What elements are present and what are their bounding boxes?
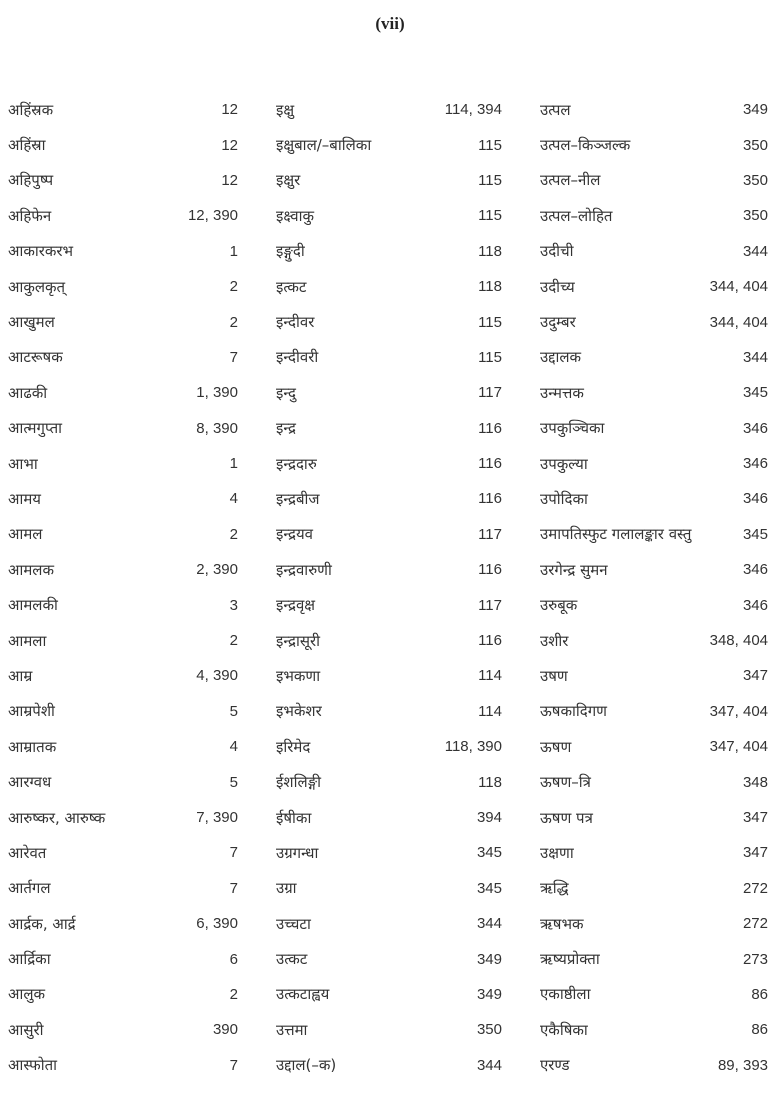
index-term: उपकुञ्चिका [540, 419, 605, 438]
index-term: उमापतिस्फुट गलालङ्कार वस्तु [540, 525, 692, 544]
index-entry [276, 127, 502, 162]
page-references: 114 [478, 702, 502, 720]
page-references: 116 [478, 455, 502, 473]
index-entry [276, 375, 502, 410]
page-references: 348, 404 [709, 632, 768, 650]
index-entry [8, 127, 238, 162]
page-references: 114 [478, 667, 502, 685]
index-term: अहिपुष्प [8, 171, 54, 190]
index-term: आर्तगल [8, 879, 51, 898]
index-term: उशीर [540, 631, 569, 650]
page-references: 345 [476, 844, 502, 862]
index-entry [8, 446, 238, 481]
index-term: इत्कट [276, 277, 307, 296]
page-references: 394 [476, 809, 502, 826]
index-entry [8, 729, 238, 764]
page-references: 5 [229, 773, 238, 791]
index-term: एकाष्ठीला [540, 985, 591, 1004]
index-entry [8, 411, 238, 446]
page-references: 1 [229, 455, 238, 473]
index-column-1 [8, 92, 238, 1083]
index-term: इन्दीवर [276, 313, 315, 332]
index-entry [540, 694, 768, 729]
page-references: 116 [478, 561, 502, 579]
index-entry [8, 163, 238, 198]
index-entry [276, 729, 502, 764]
index-entry [8, 623, 238, 658]
page-references: 12, 390 [187, 207, 238, 225]
index-term: अहिंस्रक [8, 100, 54, 119]
page-references: 89, 393 [717, 1056, 768, 1074]
page-references: 86 [751, 1021, 768, 1039]
index-term: इक्षु [276, 100, 295, 119]
index-term: उदुम्बर [540, 313, 576, 332]
page-references: 5 [229, 702, 238, 720]
page-references: 4 [229, 738, 238, 756]
page-references: 345 [742, 384, 768, 402]
index-entry [276, 1048, 502, 1083]
index-term: इक्षुबाल/–बालिका [276, 136, 372, 155]
page-references: 3 [229, 596, 238, 614]
index-term: उत्पल–किञ्जल्क [540, 136, 631, 155]
page-references: 347 [742, 844, 768, 862]
page-references: 344, 404 [709, 278, 768, 296]
page-references: 346 [742, 596, 768, 614]
index-entry [276, 411, 502, 446]
index-entry [276, 92, 502, 127]
page-references: 7 [229, 844, 238, 862]
page-references: 344 [742, 348, 768, 366]
index-term: उद्दालक [540, 348, 582, 367]
index-term: आरुष्कर, आरुष्क [8, 808, 106, 827]
index-term: इक्षुर [276, 171, 301, 190]
index-term: उरुबूक [540, 596, 578, 615]
index-entry [276, 835, 502, 870]
page-number: (vii) [375, 14, 405, 33]
index-term: उच्चटा [276, 914, 311, 933]
index-term: ईषीका [276, 808, 312, 827]
index-term: उत्तमा [276, 1020, 308, 1039]
index-entry [540, 446, 768, 481]
page-references: 12 [221, 101, 238, 119]
index-term: इङ्गुदी [276, 242, 305, 261]
page-references: 345 [476, 879, 502, 897]
page-references: 346 [742, 455, 768, 473]
page-references: 118 [478, 278, 502, 296]
page-references: 273 [742, 950, 768, 968]
index-entry [8, 764, 238, 799]
index-entry [540, 552, 768, 587]
page-references: 350 [742, 207, 768, 225]
index-term: आर्द्रिका [8, 950, 51, 969]
page-references: 350 [742, 136, 768, 154]
index-entry [8, 92, 238, 127]
index-term: उत्कट [276, 950, 308, 969]
index-term: इन्द्रदारु [276, 454, 317, 473]
index-term: आम्रातक [8, 737, 57, 756]
index-term: आम्र [8, 666, 33, 685]
index-entry [540, 658, 768, 693]
page-references: 349 [476, 985, 502, 1003]
index-entry [8, 1012, 238, 1047]
index-entry [276, 623, 502, 658]
index-entry [540, 1012, 768, 1047]
page-references: 115 [478, 348, 502, 366]
index-entry [540, 977, 768, 1012]
index-entry [276, 552, 502, 587]
index-term: इन्दीवरी [276, 348, 319, 367]
page-references: 344 [742, 242, 768, 260]
index-entry [540, 729, 768, 764]
page-references: 349 [742, 101, 768, 119]
index-entry [276, 1012, 502, 1047]
page-references: 349 [476, 950, 502, 968]
index-entry [540, 871, 768, 906]
index-entry [540, 304, 768, 339]
page-references: 115 [478, 313, 502, 331]
index-term: आत्मगुप्ता [8, 419, 63, 438]
index-term: आलुक [8, 985, 46, 1004]
index-entry [8, 658, 238, 693]
index-entry [8, 871, 238, 906]
index-term: इन्द्रयव [276, 525, 314, 544]
index-entry [8, 800, 238, 835]
page-references: 7 [229, 879, 238, 897]
index-term: आकुलकृत् [8, 277, 66, 296]
index-term: आरग्वध [8, 773, 52, 792]
page-references: 346 [742, 419, 768, 437]
index-entry [8, 1048, 238, 1083]
index-entry [540, 587, 768, 622]
page-references: 117 [478, 384, 502, 402]
index-term: इन्द्रासूरी [276, 631, 321, 650]
page-references: 86 [751, 985, 768, 1003]
page-references: 115 [478, 136, 502, 154]
index-term: इक्ष्वाकु [276, 206, 315, 225]
index-entry [540, 941, 768, 976]
page-references: 117 [478, 596, 502, 614]
page-references: 2 [229, 985, 238, 1003]
page-references: 8, 390 [196, 419, 238, 437]
index-column-2 [276, 92, 502, 1083]
page-references: 344 [476, 915, 502, 933]
page-references: 2 [229, 278, 238, 296]
page-references: 116 [478, 632, 502, 650]
index-entry [276, 269, 502, 304]
index-term: आटरूषक [8, 348, 63, 367]
page-references: 346 [742, 561, 768, 579]
index-term: उत्पल [540, 100, 571, 119]
page-references: 116 [478, 490, 502, 508]
index-entry [540, 481, 768, 516]
page-references: 116 [478, 419, 502, 437]
index-entry [540, 906, 768, 941]
index-entry [276, 304, 502, 339]
index-term: इभकणा [276, 666, 321, 685]
index-term: ऋद्धि [540, 879, 569, 898]
index-entry [276, 906, 502, 941]
index-term: ऊषण–त्रि [540, 773, 591, 792]
index-term: एकैषिका [540, 1020, 588, 1039]
index-term: उपकुल्या [540, 454, 588, 473]
index-term: आखुमल [8, 313, 55, 332]
page-references: 12 [221, 136, 238, 154]
index-entry [540, 1048, 768, 1083]
index-entry [8, 977, 238, 1012]
page-references: 114, 394 [444, 101, 502, 119]
index-term: आरेवत [8, 843, 47, 862]
index-term: एरण्ड [540, 1056, 570, 1075]
index-entry [540, 411, 768, 446]
index-entry [540, 517, 768, 552]
page-references: 350 [476, 1021, 502, 1039]
page-references: 346 [742, 490, 768, 508]
index-term: उत्पल–लोहित [540, 206, 613, 225]
index-entry [540, 163, 768, 198]
page-references: 12 [221, 171, 238, 189]
index-entry [8, 481, 238, 516]
index-entry [276, 517, 502, 552]
page-references: 118 [478, 242, 502, 260]
index-term: उद्दाल(–क) [276, 1056, 337, 1075]
page-references: 6 [229, 950, 238, 968]
index-term: इभकेशर [276, 702, 322, 721]
index-term: उदीची [540, 242, 574, 261]
index-entry [276, 234, 502, 269]
index-entry [8, 835, 238, 870]
index-term: उपोदिका [540, 489, 588, 508]
page-references: 118, 390 [444, 738, 502, 756]
index-term: ऊषण [540, 737, 572, 756]
index-entry [276, 764, 502, 799]
index-term: इन्दु [276, 383, 296, 402]
index-term: अहिफेन [8, 206, 52, 225]
index-entry [276, 694, 502, 729]
index-entry [8, 552, 238, 587]
index-entry [8, 234, 238, 269]
index-term: आस्फोता [8, 1056, 58, 1075]
index-entry [8, 941, 238, 976]
index-term: आकारकरभ [8, 242, 74, 261]
index-term: उदीच्य [540, 277, 575, 296]
index-entry [8, 906, 238, 941]
page-references: 347, 404 [709, 702, 768, 720]
index-entry [8, 517, 238, 552]
index-entry [276, 658, 502, 693]
index-entry [540, 269, 768, 304]
index-entry [276, 587, 502, 622]
index-term: इन्द्रवारुणी [276, 560, 332, 579]
page-references: 118 [478, 773, 502, 791]
index-term: उरगेन्द्र सुमन [540, 560, 608, 579]
index-term: आमला [8, 631, 47, 650]
index-entry [276, 977, 502, 1012]
index-term: इन्द्रवृक्ष [276, 596, 316, 615]
page-references: 7 [229, 348, 238, 366]
page-references: 6, 390 [196, 915, 238, 933]
index-term: ऋषभक [540, 914, 584, 933]
index-term: आम्रपेशी [8, 702, 55, 721]
page-references: 347 [742, 809, 768, 826]
index-entry [8, 198, 238, 233]
page-references: 390 [212, 1021, 238, 1039]
index-entry [8, 375, 238, 410]
index-entry [276, 871, 502, 906]
index-entry [276, 941, 502, 976]
page-references: 2, 390 [196, 561, 238, 579]
index-entry [540, 127, 768, 162]
index-term: उन्मत्तक [540, 383, 584, 402]
page-references: 4, 390 [196, 667, 238, 685]
index-entry [540, 835, 768, 870]
index-term: आसुरी [8, 1020, 44, 1039]
index-entry [8, 587, 238, 622]
index-entry [276, 198, 502, 233]
index-entry [540, 340, 768, 375]
page-references: 2 [229, 632, 238, 650]
index-entry [276, 800, 502, 835]
page-references: 272 [742, 915, 768, 933]
page-references: 344 [476, 1056, 502, 1074]
index-entry [540, 234, 768, 269]
index-entry [276, 163, 502, 198]
index-term: उग्रगन्धा [276, 843, 319, 862]
index-term: आमलक [8, 560, 54, 579]
index-term: उक्षणा [540, 843, 574, 862]
index-entry [540, 623, 768, 658]
index-term: आढकी [8, 383, 48, 402]
index-term: इरिमेद [276, 737, 311, 756]
page-references: 350 [742, 171, 768, 189]
index-term: ईशलिङ्गी [276, 773, 322, 792]
page-references: 344, 404 [709, 313, 768, 331]
page-references: 4 [229, 490, 238, 508]
index-entry [540, 198, 768, 233]
index-entry [540, 92, 768, 127]
index-term: आमलकी [8, 596, 58, 615]
index-term: ऋष्यप्रोक्ता [540, 950, 600, 969]
page-references: 2 [229, 525, 238, 543]
index-entry [540, 375, 768, 410]
index-term: ऊषण पत्र [540, 808, 593, 827]
index-entry [276, 340, 502, 375]
page-references: 347 [742, 667, 768, 685]
index-entry [276, 481, 502, 516]
page-references: 2 [229, 313, 238, 331]
index-term: उषण [540, 666, 568, 685]
index-term: उत्पल–नील [540, 171, 601, 190]
index-term: अहिंस्रा [8, 136, 46, 155]
page-references: 1 [229, 242, 238, 260]
index-term: उग्रा [276, 879, 297, 898]
index-term: आर्द्रक, आर्द्र [8, 914, 76, 933]
page-references: 1, 390 [196, 384, 238, 402]
index-column-3 [540, 92, 768, 1083]
index-entry [540, 764, 768, 799]
page-references: 115 [478, 207, 502, 225]
index-entry [8, 340, 238, 375]
page-references: 348 [742, 773, 768, 791]
index-term: आमल [8, 525, 43, 544]
index-term: इन्द्र [276, 419, 296, 438]
page-references: 7 [229, 1056, 238, 1074]
page-references: 117 [478, 525, 502, 543]
page-references: 115 [478, 171, 502, 189]
page-references: 345 [742, 525, 768, 543]
index-term: ऊषकादिगण [540, 702, 607, 721]
index-term: उत्कटाह्वय [276, 985, 330, 1004]
index-term: इन्द्रबीज [276, 489, 320, 508]
page-references: 347, 404 [709, 738, 768, 756]
index-entry [8, 694, 238, 729]
index-entry [8, 269, 238, 304]
page-references: 7, 390 [196, 809, 238, 826]
index-term: आमय [8, 489, 42, 508]
index-entry [276, 446, 502, 481]
index-term: आभा [8, 454, 38, 473]
page-references: 272 [742, 879, 768, 897]
index-entry [8, 304, 238, 339]
index-entry [540, 800, 768, 835]
